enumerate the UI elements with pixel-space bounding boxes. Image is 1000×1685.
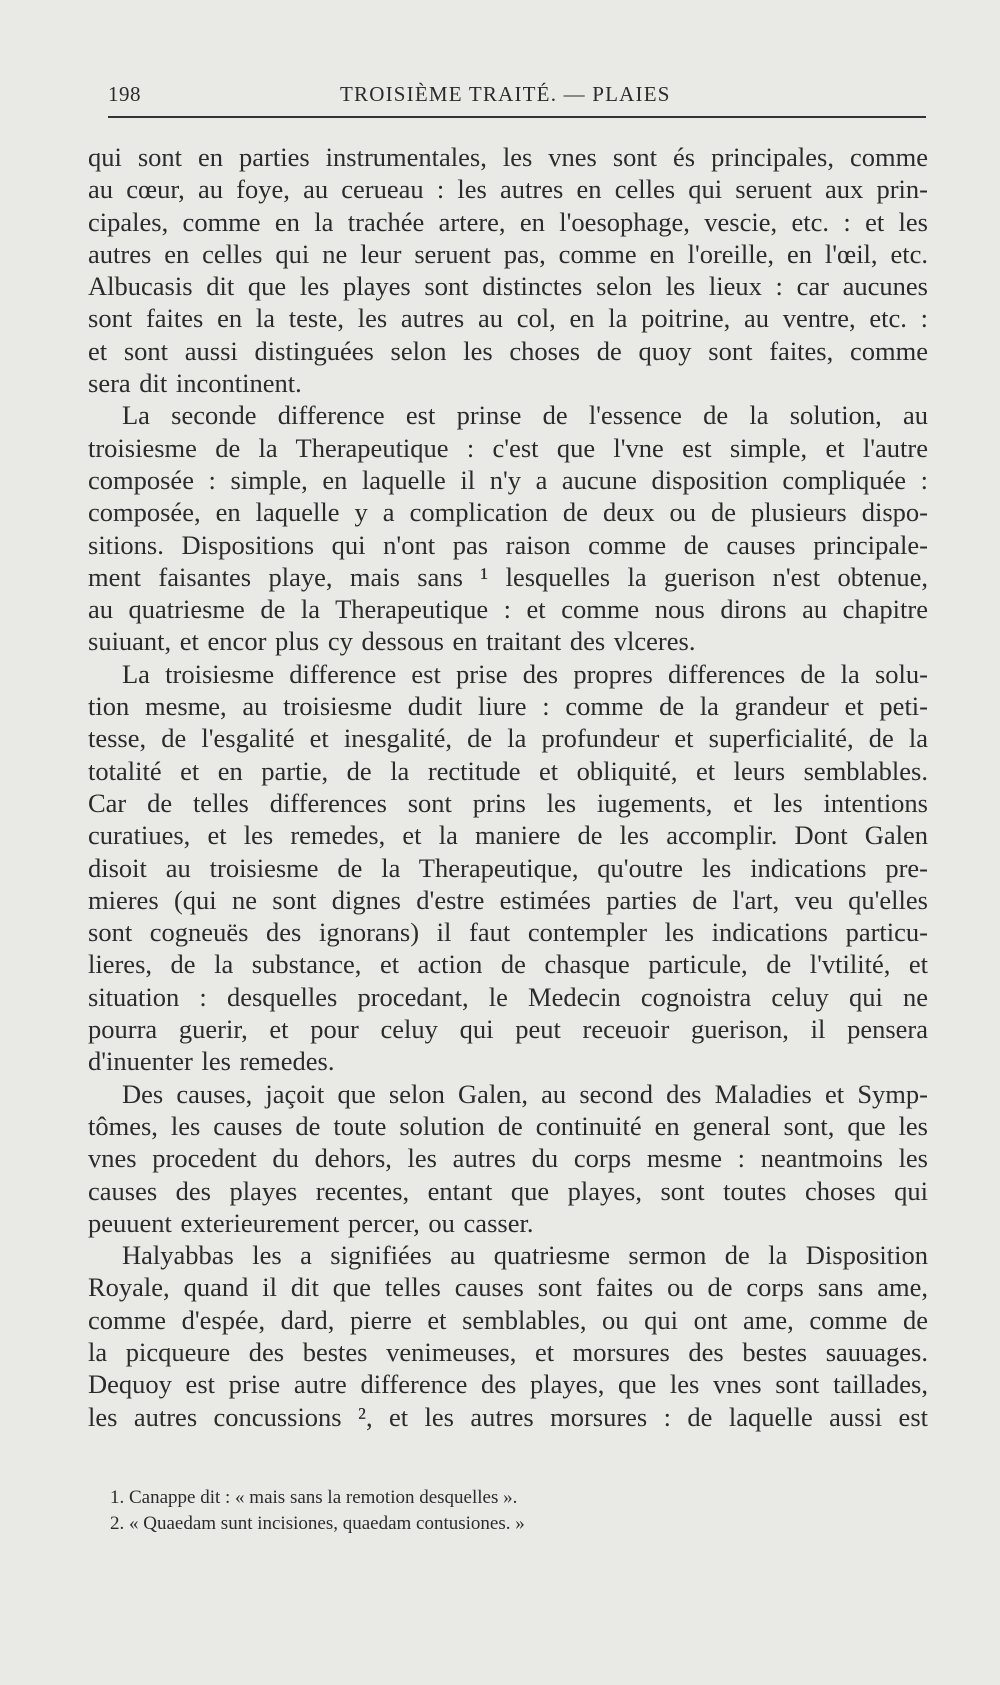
text-line: sera dit incontinent. xyxy=(88,368,302,399)
text-line: d'inuenter les remedes. xyxy=(88,1046,335,1077)
text-line: pourra guerir, et pour celuy qui peut receuoir guerison, il pensera xyxy=(88,1014,928,1045)
text-line: Des causes, jaçoit que selon Galen, au second des Maladies et Symp- xyxy=(122,1078,928,1109)
text-line: et sont aussi distinguées selon les choses de quoy sont faites, comme xyxy=(88,335,928,366)
text-line: sont cogneuës des ignorans) il faut contempler les indications particu- xyxy=(88,917,928,948)
page-header xyxy=(108,78,926,110)
text-line: causes des playes recentes, entant que playes, sont toutes choses qui xyxy=(88,1175,928,1206)
text-line: Royale, quand il dit que telles causes sont faites ou de corps sans ame, xyxy=(88,1272,928,1303)
footnote: 1. Canappe dit : « mais sans la remotion desquelles ». xyxy=(110,1487,518,1508)
text-line: autres en celles qui ne leur seruent pas, comme en l'oreille, en l'œil, etc. xyxy=(88,238,928,269)
text-line: suiuant, et encor plus cy dessous en traitant des vlceres. xyxy=(88,626,696,657)
text-line: composée : simple, en laquelle il n'y a aucune disposition compliquée : xyxy=(88,464,928,495)
text-line: disoit au troisiesme de la Therapeutique, qu'outre les indications pre- xyxy=(88,852,928,883)
footnotes xyxy=(110,1485,920,1537)
page-number: 198 xyxy=(108,82,141,106)
text-line: sont faites en la teste, les autres au col, en la poitrine, au ventre, etc. : xyxy=(88,303,928,334)
text-line: sitions. Dispositions qui n'ont pas raison comme de causes principale- xyxy=(88,529,928,560)
text-line: lieres, de la substance, et action de chasque particule, de l'vtilité, et xyxy=(88,949,928,980)
text-line: La seconde difference est prinse de l'essence de la solution, au xyxy=(122,400,928,431)
header-rule xyxy=(108,116,926,118)
text-line: tesse, de l'esgalité et inesgalité, de la profundeur et superficialité, de la xyxy=(88,723,928,754)
text-line: situation : desquelles procedant, le Medecin cognoistra celuy qui ne xyxy=(88,981,928,1012)
text-line: Halyabbas les a signifiées au quatriesme sermon de la Disposition xyxy=(122,1240,928,1271)
text-line: les autres concussions ², et les autres morsures : de laquelle aussi est xyxy=(88,1401,928,1432)
text-line: la picqueure des bestes venimeuses, et morsures des bestes sauuages. xyxy=(88,1336,928,1367)
text-line: tion mesme, au troisiesme dudit liure : comme de la grandeur et peti- xyxy=(88,691,928,722)
text-line: Car de telles differences sont prins les iugements, et les intentions xyxy=(88,787,928,818)
text-line: totalité et en partie, de la rectitude et obliquité, et leurs semblables. xyxy=(88,755,928,786)
text-line: tômes, les causes de toute solution de continuité en general sont, que les xyxy=(88,1110,928,1141)
text-line: au quatriesme de la Therapeutique : et comme nous dirons au chapitre xyxy=(88,594,928,625)
body-text xyxy=(88,141,928,1433)
text-line: troisiesme de la Therapeutique : c'est que l'vne est simple, et l'autre xyxy=(88,432,928,463)
text-line: mieres (qui ne sont dignes d'estre estimées parties de l'art, veu qu'elles xyxy=(88,884,928,915)
text-line: curatiues, et les remedes, et la maniere de les accomplir. Dont Galen xyxy=(88,820,928,851)
running-head: TROISIÈME TRAITÉ. — PLAIES xyxy=(340,82,671,106)
text-line: Dequoy est prise autre difference des playes, que les vnes sont taillades, xyxy=(88,1369,928,1400)
text-line: comme d'espée, dard, pierre et semblables, ou qui ont ame, comme de xyxy=(88,1304,928,1335)
text-line: vnes procedent du dehors, les autres du corps mesme : neantmoins les xyxy=(88,1143,928,1174)
text-line: composée, en laquelle y a complication de deux ou de plusieurs dispo- xyxy=(88,497,928,528)
text-line: cipales, comme en la trachée artere, en l'oesophage, vescie, etc. : et les xyxy=(88,206,928,237)
text-line: La troisiesme difference est prise des propres differences de la solu- xyxy=(122,658,928,689)
text-line: ment faisantes playe, mais sans ¹ lesquelles la guerison n'est obtenue, xyxy=(88,561,928,592)
text-line: qui sont en parties instrumentales, les vnes sont és principales, comme xyxy=(88,142,928,172)
text-line: Albucasis dit que les playes sont distinctes selon les lieux : car aucunes xyxy=(88,271,928,302)
footnote: 2. « Quaedam sunt incisiones, quaedam contusiones. » xyxy=(110,1513,525,1534)
text-line: peuuent exterieurement percer, ou casser. xyxy=(88,1207,534,1238)
text-line: au cœur, au foye, au cerueau : les autres en celles qui seruent aux prin- xyxy=(88,174,928,205)
